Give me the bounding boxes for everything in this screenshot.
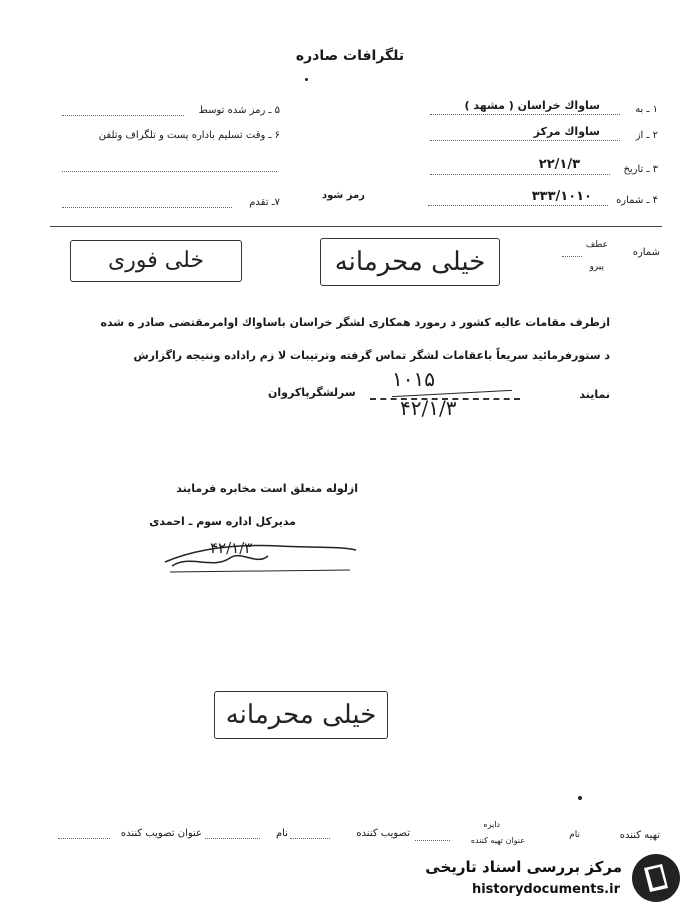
footer-prepared-by: تهیه کننده	[619, 830, 660, 841]
signature-scribble	[160, 532, 360, 576]
field-to-label: ۱ ـ به	[635, 104, 658, 115]
field-from-value: ساواك مركز	[533, 125, 600, 138]
footer-name-1: نام	[569, 830, 580, 840]
signature-date: ۴۲/۱/۳	[210, 539, 253, 557]
reference-line	[562, 256, 582, 257]
classification-stamp: خیلی محرمانه	[320, 238, 500, 286]
field-priority-label: ۷ـ تقدم	[249, 197, 280, 208]
footer-line-1	[415, 840, 450, 841]
reference-atf: عطف	[585, 240, 608, 250]
footer-line-4	[58, 838, 110, 839]
document-title: تلگرافات صادره	[295, 48, 405, 64]
bottom-classification-stamp: خیلی محرمانه	[214, 691, 388, 739]
reference-peyro: پیرو	[589, 262, 604, 272]
footer-line-2	[290, 838, 330, 839]
body-line-2: د ستورفرمائید سریعاً باعقامات لشگر تماس گرفته وترتیبات لا زم راداده ونتیجه راگزارش	[133, 349, 610, 362]
header-divider	[50, 226, 662, 227]
field-delivery-label: ۶ ـ وقت تسليم باداره پست و تلگراف وتلفن	[98, 130, 280, 141]
watermark-title: مرکز بررسی اسناد تاریخی	[425, 858, 622, 876]
body-line-1: ازطرف مقامات عالیه کشور د رمورد همکاری لشگر خراسان باساواك اوامرمقتضی صادر ه شده	[100, 316, 610, 329]
field-to-value: ساواك خراسان ( مشهد )	[464, 99, 600, 112]
footer-line-3	[205, 838, 260, 839]
watermark-logo-icon	[630, 852, 682, 904]
field-date-label: ۳ ـ تاريخ	[623, 164, 658, 175]
field-date-line	[430, 174, 610, 175]
field-number-value: ۳۳۳/۱۰۱۰	[531, 189, 592, 204]
signatory-line: مدیرکل اداره سوم ـ احمدی	[149, 515, 296, 528]
handwritten-number: ۱۰۱۵	[392, 367, 435, 391]
field-encoded-line	[62, 115, 184, 116]
footer-approver-title: عنوان تصویب کننده	[120, 828, 202, 839]
field-date-value: ۲۲/۱/۳	[538, 157, 580, 172]
body-signer-name: سرلشگرپاکروان	[268, 386, 356, 399]
field-number-line	[428, 205, 608, 206]
body-line-3-prefix: نمایند	[579, 388, 610, 401]
watermark-url: historydocuments.ir	[471, 882, 620, 897]
encrypt-note: رمز شود	[322, 190, 365, 201]
ink-dot	[305, 78, 308, 81]
reference-label: شماره	[632, 247, 660, 258]
footer-approver: تصویب کننده	[356, 828, 410, 839]
field-number-label: ۴ ـ شماره	[616, 195, 658, 206]
footer-preparer-title: عنوان تهیه کننده	[470, 836, 525, 845]
handwritten-date: ۴۲/۱/۳	[400, 396, 457, 420]
field-from-line	[430, 140, 620, 141]
ink-dot-2	[578, 796, 582, 800]
field-from-label: ۲ ـ از	[635, 130, 658, 141]
field-priority-line	[62, 207, 232, 208]
field-to-line	[430, 114, 620, 115]
urgent-stamp: خلی فوری	[70, 240, 242, 282]
footer-name-2: نام	[275, 828, 288, 839]
instruction-line: ازلوله متعلق است مخابره فرمایند	[176, 482, 358, 495]
field-encoded-label: ۵ ـ رمز شده توسط	[198, 105, 280, 116]
footer-office: دایره	[483, 820, 500, 829]
field-delivery-line	[62, 171, 277, 172]
